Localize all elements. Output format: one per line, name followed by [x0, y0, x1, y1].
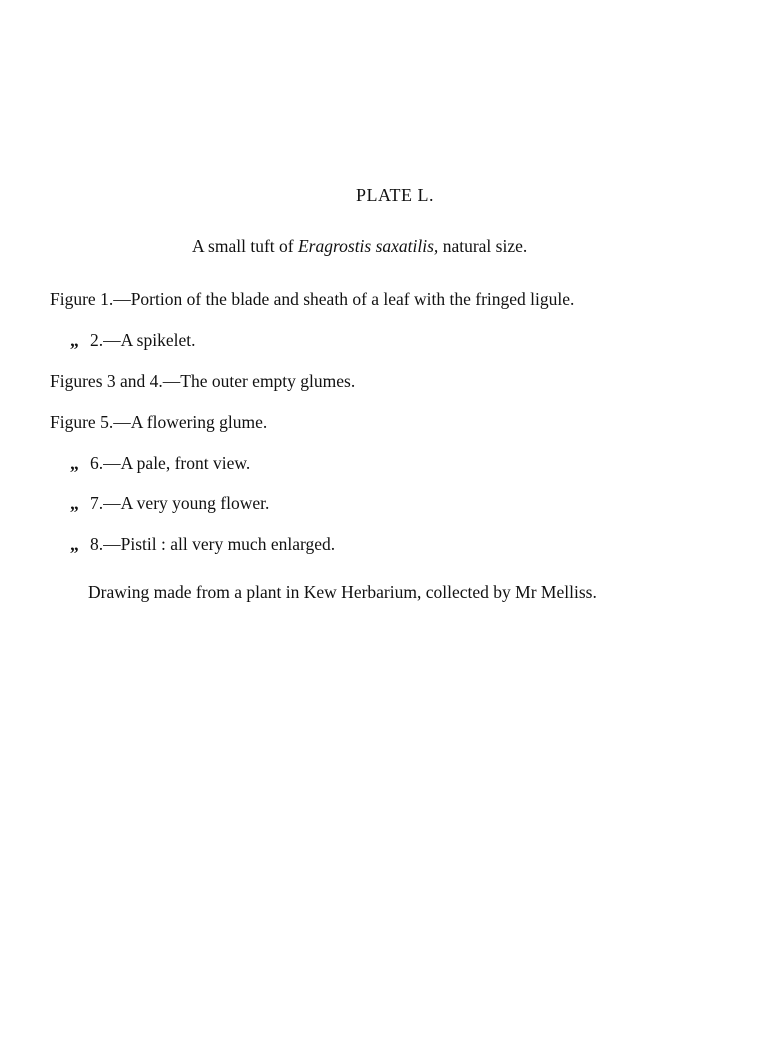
- figure-line-6: [50, 495, 269, 513]
- figure-text: 8.—Pistil : all very much enlarged.: [90, 534, 336, 554]
- figure-prefix: Figures: [50, 371, 107, 391]
- figure-text: 7.—A very young flower.: [90, 493, 270, 513]
- figure-text: 2.—A spikelet.: [90, 330, 196, 350]
- caption-prefix: A small tuft of: [192, 236, 298, 256]
- ditto-mark: „: [70, 453, 79, 473]
- species-name: Eragrostis saxatilis,: [297, 236, 439, 256]
- figure-line-7: [50, 536, 335, 554]
- caption-suffix: natural size.: [438, 236, 528, 256]
- figure-text: 1.—Portion of the blade and sheath of a leaf with the fringed ligule.: [100, 289, 575, 309]
- figure-line-1: [50, 291, 574, 309]
- figure-text: 3 and 4.—The outer empty glumes.: [106, 371, 356, 391]
- plate-caption: [192, 238, 527, 256]
- plate-title: PLATE L.: [356, 185, 434, 205]
- drawing-note: Drawing made from a plant in Kew Herbarium, collected by Mr Melliss.: [88, 582, 597, 602]
- figure-line-4: [50, 414, 267, 432]
- figure-line-3: [50, 373, 355, 391]
- figure-text: 6.—A pale, front view.: [90, 453, 251, 473]
- ditto-mark: „: [70, 493, 79, 513]
- ditto-mark: „: [70, 534, 79, 554]
- figure-prefix: Figure: [50, 412, 101, 432]
- figure-line-5: [50, 455, 250, 473]
- ditto-mark: „: [70, 330, 79, 350]
- figure-line-2: [50, 332, 195, 350]
- figure-prefix: Figure: [50, 289, 101, 309]
- figure-text: 5.—A flowering glume.: [100, 412, 268, 432]
